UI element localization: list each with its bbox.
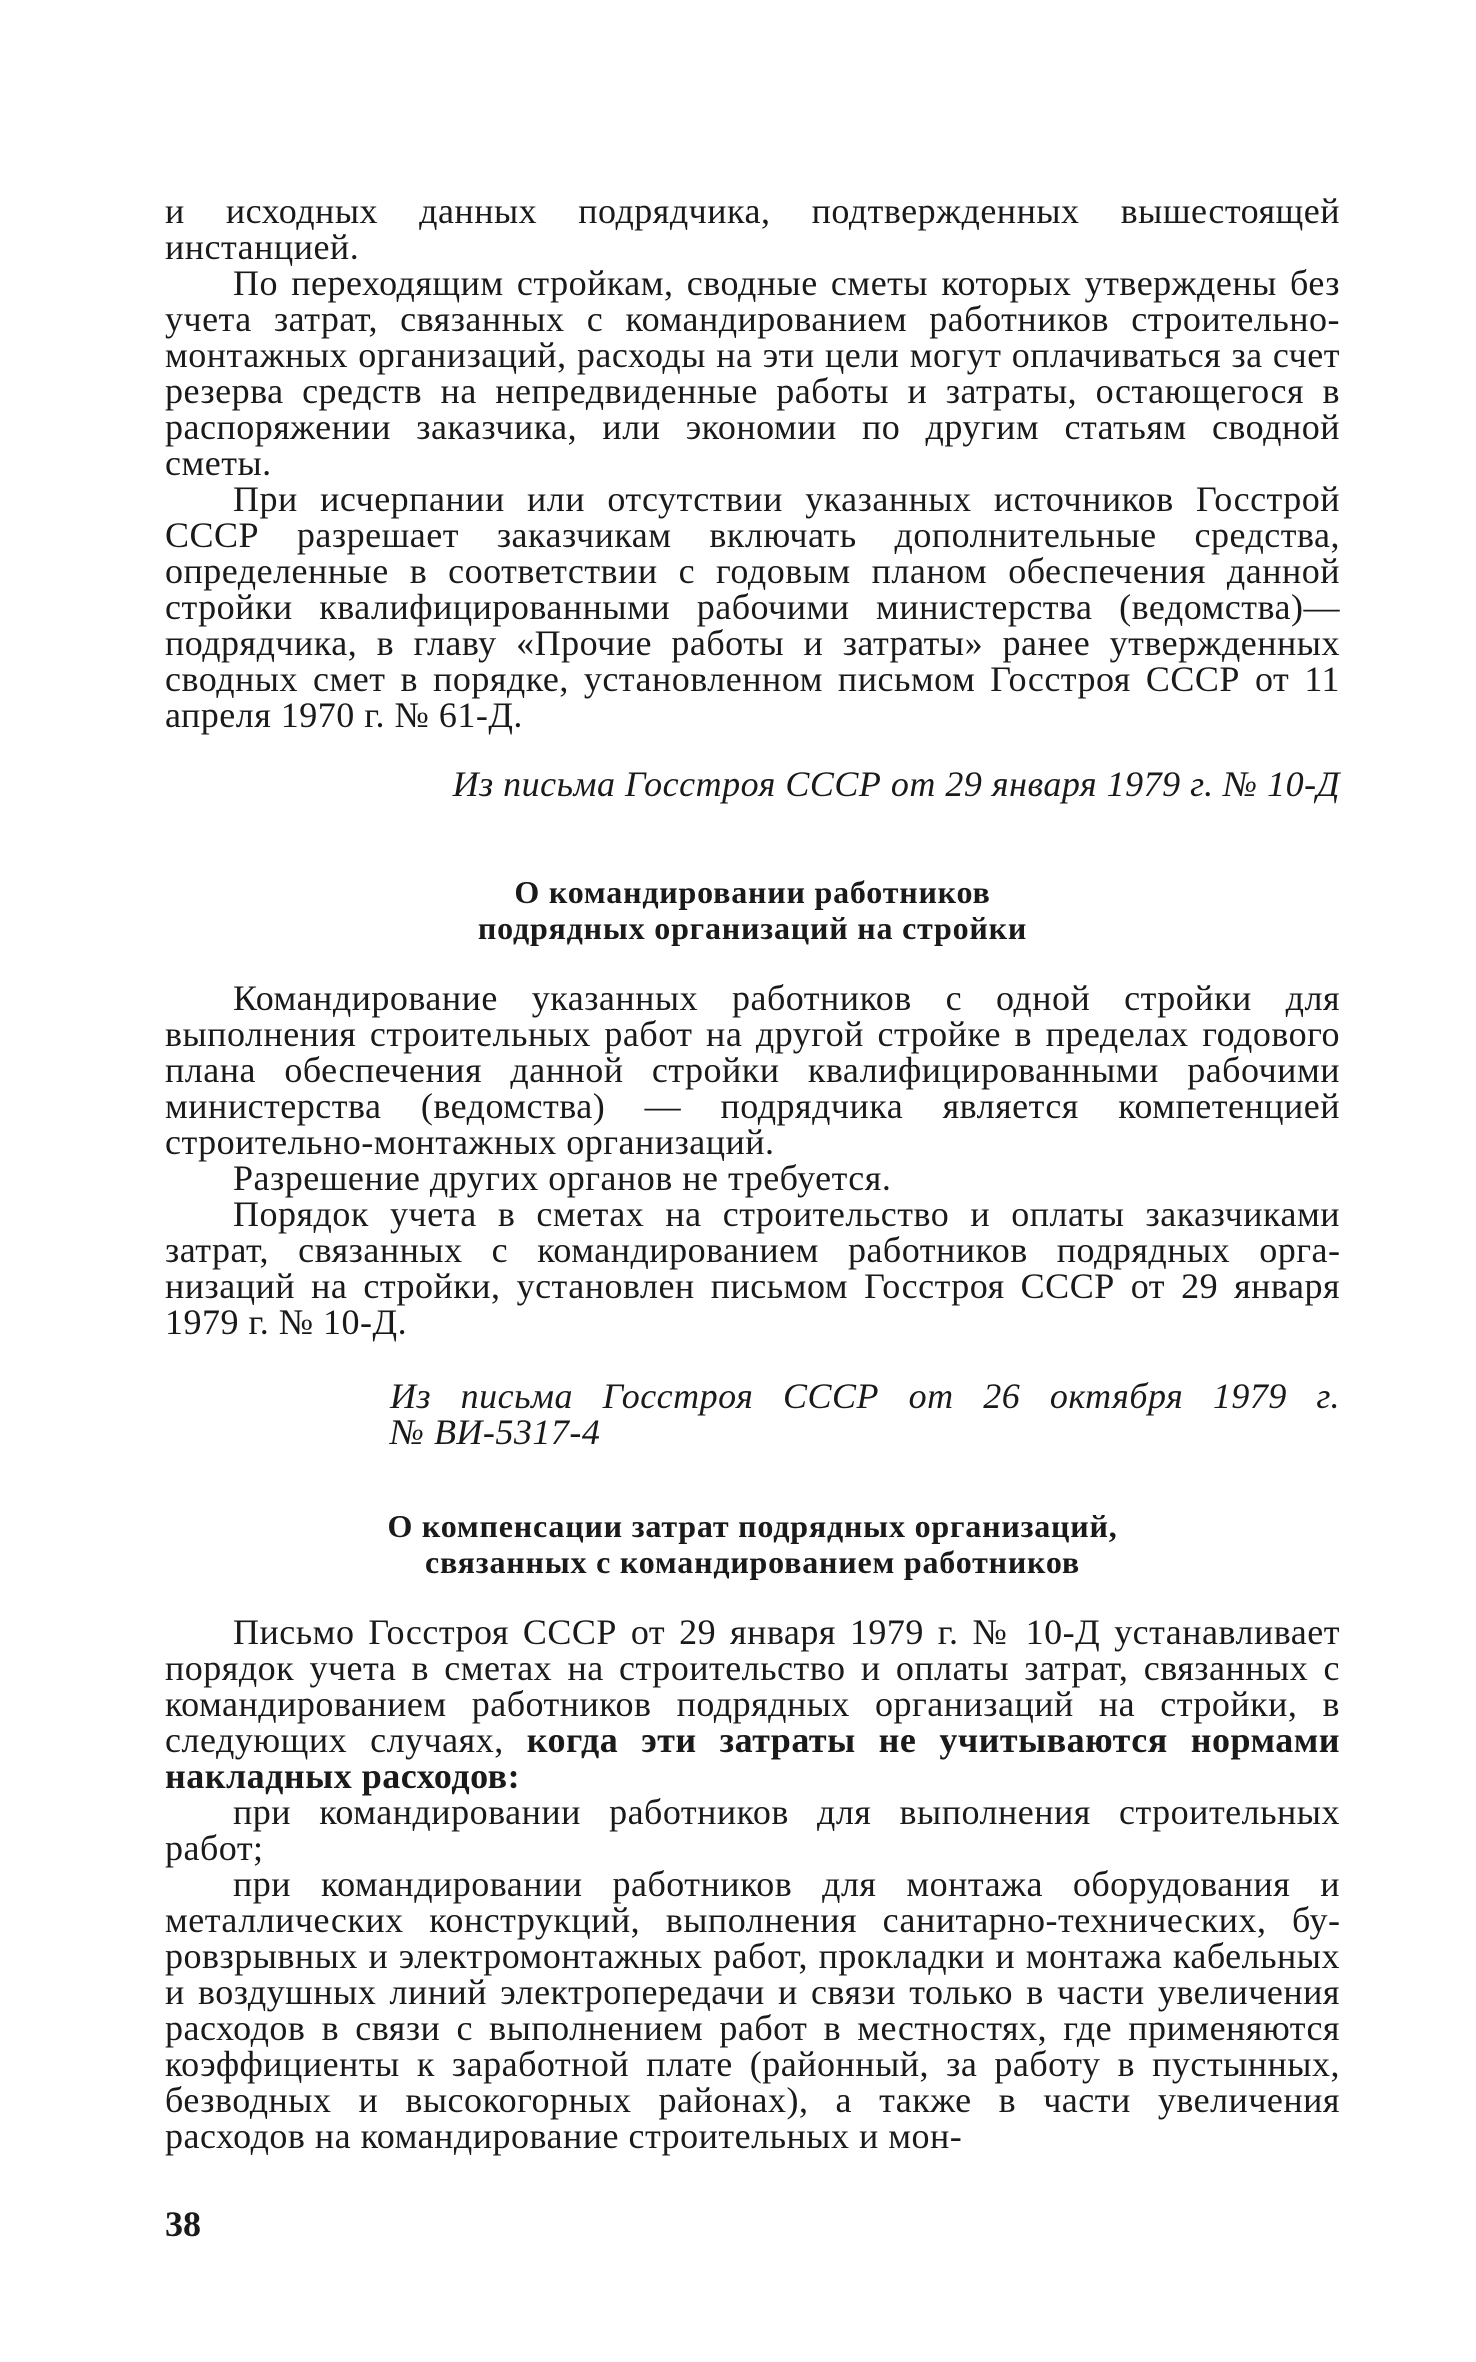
heading-line: связанных с командированием работников bbox=[425, 1544, 1080, 1580]
citation-number: № ВИ-5317-4 bbox=[390, 1412, 601, 1452]
paragraph-bold-text: когда эти затраты не учитываются нормами накладных расходов: bbox=[165, 1720, 1340, 1796]
intro-section bbox=[165, 193, 1340, 733]
citation-1 bbox=[165, 766, 1340, 802]
paragraph-continuation: и исходных данных подрядчика, подтвержденных вышестоящей инстанцией. bbox=[165, 191, 1340, 267]
paragraph-letter-reference bbox=[165, 1614, 1340, 1794]
section-2-body bbox=[165, 1614, 1340, 2154]
heading-line: О компенсации затрат подрядных организаций, bbox=[387, 1508, 1118, 1544]
paragraph-gosstroy-permission: При исчерпании или отсутствии указанных источников Госстрой СССР разрешает заказчикам включать дополнительные средства, определенные в соответствии с годовым планом обеспечения данной стройки квалифицированными рабочими министерства (ведомства)— подрядчика, в главу «Прочие работы и затраты» ранее утвержденных сводных смет в порядке, установленном письмом Госстроя СССР от 11 апреля 1970 г. № 61-Д. bbox=[165, 479, 1340, 735]
paragraph-secondment-competence: Командирование указанных работников с одной стройки для выполнения строительных работ на другой стройке в пределах годового плана обеспечения данной стройки квалифицированными рабочими министерства (ведомства) — подрядчика является компетенцией строительно-монтажных организаций. bbox=[165, 978, 1340, 1162]
citation-2 bbox=[390, 1378, 1340, 1450]
paragraph-case-construction: при командировании работников для выполнения строительных работ; bbox=[165, 1792, 1340, 1868]
paragraph-case-installation: при командировании работников для монтажа оборудования и металлических конструкций, выполнения санитарно-технических, буровзрывных и электромонтажных работ, прокладки и монтажа кабельных и воздушных линий электропередачи и связи только в части увеличения расходов в связи с выполнением работ в местностях, где применяются коэффициенты к заработной плате (районный, за работу в пустынных, безводных и высокогорных районах), а также в части увеличения расходов на командирование строительных и мон- bbox=[165, 1864, 1340, 2156]
heading-line: О командировании работников bbox=[514, 874, 991, 910]
paragraph-no-permission: Разрешение других органов не требуется. bbox=[233, 1158, 892, 1198]
citation-text: Из письма Госстроя СССР от 26 октября 1979 г. bbox=[390, 1376, 1340, 1416]
citation-text: Из письма Госстроя СССР от 29 января 1979 г. № 10-Д bbox=[452, 764, 1340, 804]
page-number: 38 bbox=[165, 2204, 201, 2244]
section-heading-1 bbox=[165, 874, 1340, 946]
paragraph-transitional-sites: По переходящим стройкам, сводные сметы которых утверждены без учета затрат, связанных с командированием работников строительно-монтажных организаций, расходы на эти цели могут оплачиваться за счет резерва средств на непредвиденные работы и затраты, остающегося в распоряжении заказчика, или экономии по другим статьям сводной сметы. bbox=[165, 263, 1340, 483]
section-1-body bbox=[165, 980, 1340, 1340]
section-heading-2 bbox=[165, 1508, 1340, 1580]
paragraph-text: Письмо Госстроя СССР от 29 января 1979 г. № 10-Д устанавливает порядок учета в сметах на строительство и оплаты затрат, связанных с командированием работников подрядных организаций на стройки, в следующих случаях, bbox=[165, 1612, 1340, 1760]
heading-line: подрядных организаций на стройки bbox=[477, 910, 1028, 946]
paragraph-accounting-order: Порядок учета в сметах на строительство и оплаты заказчиками затрат, связанных с командированием работников подрядных организаций на стройки, установлен письмом Госстроя СССР от 29 января 1979 г. № 10-Д. bbox=[165, 1194, 1340, 1342]
